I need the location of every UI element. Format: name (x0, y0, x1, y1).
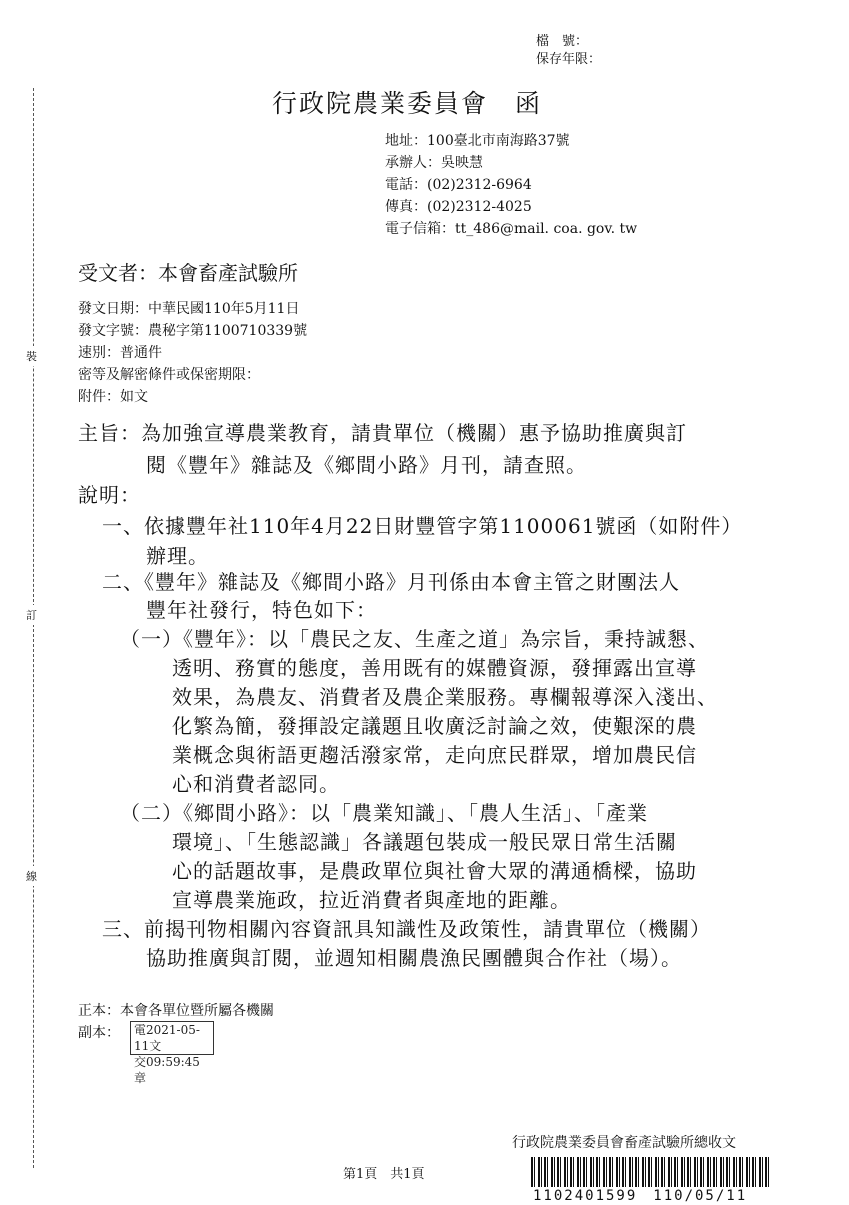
secrecy-level: 密等及解密條件或保密期限： (78, 367, 260, 383)
contact-address: 地址：100臺北市南海路37號 (385, 133, 570, 149)
item-3-line-2: 協助推廣與訂閱，並週知相關農漁民團體與合作社（場）。 (146, 946, 682, 970)
item-1-line-2: 辦理。 (146, 544, 209, 568)
sub-item-1-line-4: 化繁為簡，發揮設定議題且收廣泛討論之效，使艱深的農 (172, 714, 697, 738)
binding-char-ding: 訂 (26, 605, 37, 625)
document-number: 發文字號：農秘字第1100710339號 (78, 323, 308, 339)
timestamp-stamp (130, 1021, 214, 1085)
item-2-line-1: 二、《豐年》雜誌及《鄉間小路》月刊係由本會主管之財團法人 (102, 570, 680, 594)
barcode (531, 1157, 771, 1187)
contact-handler: 承辦人：吳映慧 (385, 155, 483, 171)
sub-item-1-line-6: 心和消費者認同。 (172, 772, 340, 796)
receipt-stamp-title: 行政院農業委員會畜產試驗所總收文 (512, 1135, 736, 1151)
issue-date: 發文日期：中華民國110年5月11日 (78, 301, 300, 317)
explanation-label: 說明： (78, 483, 141, 507)
copy-label: 副本： (78, 1025, 120, 1041)
page-number: 第1頁 共1頁 (343, 1167, 425, 1182)
sub-item-1-line-5: 業概念與術語更趨活潑家常，走向庶民群眾，增加農民信 (172, 743, 697, 767)
item-1-line-1: 一、依據豐年社110年4月22日財豐管字第1100061號函（如附件） (102, 514, 743, 538)
subject-line-2: 閱《豐年》雜誌及《鄉間小路》月刊，請查照。 (146, 453, 587, 477)
sub-item-2-line-3: 心的話題故事，是農政單位與社會大眾的溝通橋樑，協助 (172, 859, 697, 883)
delivery-speed: 速別：普通件 (78, 345, 162, 361)
file-number-label: 檔 號： (536, 34, 589, 49)
sub-item-2-line-1: （二）《鄉間小路》：以「農業知識」、「農人生活」、「產業 (120, 801, 648, 825)
subject-line-1: 主旨：為加強宣導農業教育，請貴單位（機關）惠予協助推廣與訂 (78, 421, 687, 445)
recipient: 受文者：本會畜產試驗所 (78, 261, 298, 285)
sub-item-1-line-1: （一）《豐年》：以「農民之友、生產之道」為宗旨，秉持誠懇、 (120, 627, 709, 651)
sub-item-2-line-2: 環境」、「生態認識」各議題包裝成一般民眾日常生活關 (172, 830, 677, 854)
retention-label: 保存年限： (536, 52, 602, 67)
binding-char-zhuang: 裝 (26, 346, 37, 366)
stamp-line-2: 交09:59:45章 (134, 1055, 200, 1085)
contact-fax: 傳真：(02)2312-4025 (385, 199, 532, 215)
contact-phone: 電話：(02)2312-6964 (385, 177, 532, 193)
document-title: 行政院農業委員會 函 (272, 89, 543, 118)
sub-item-2-line-4: 宣導農業施政，拉近消費者與產地的距離。 (172, 888, 571, 912)
original-recipients: 正本：本會各單位暨所屬各機關 (78, 1003, 274, 1019)
barcode-number: 1102401599 110/05/11 (533, 1188, 748, 1204)
binding-char-xian: 線 (26, 866, 37, 886)
item-2-line-2: 豐年社發行，特色如下： (146, 598, 377, 622)
sub-item-1-line-3: 效果，為農友、消費者及農企業服務。專欄報導深入淺出、 (172, 685, 718, 709)
stamp-line-1: 電2021-05-11文 (134, 1023, 200, 1053)
binding-line (33, 88, 34, 1168)
sub-item-1-line-2: 透明、務實的態度，善用既有的媒體資源，發揮露出宣導 (172, 656, 697, 680)
contact-email: 電子信箱：tt_486@mail. coa. gov. tw (385, 221, 638, 237)
attachment-note: 附件：如文 (78, 389, 148, 405)
item-3-line-1: 三、前揭刊物相關內容資訊具知識性及政策性，請貴單位（機關） (102, 917, 711, 941)
